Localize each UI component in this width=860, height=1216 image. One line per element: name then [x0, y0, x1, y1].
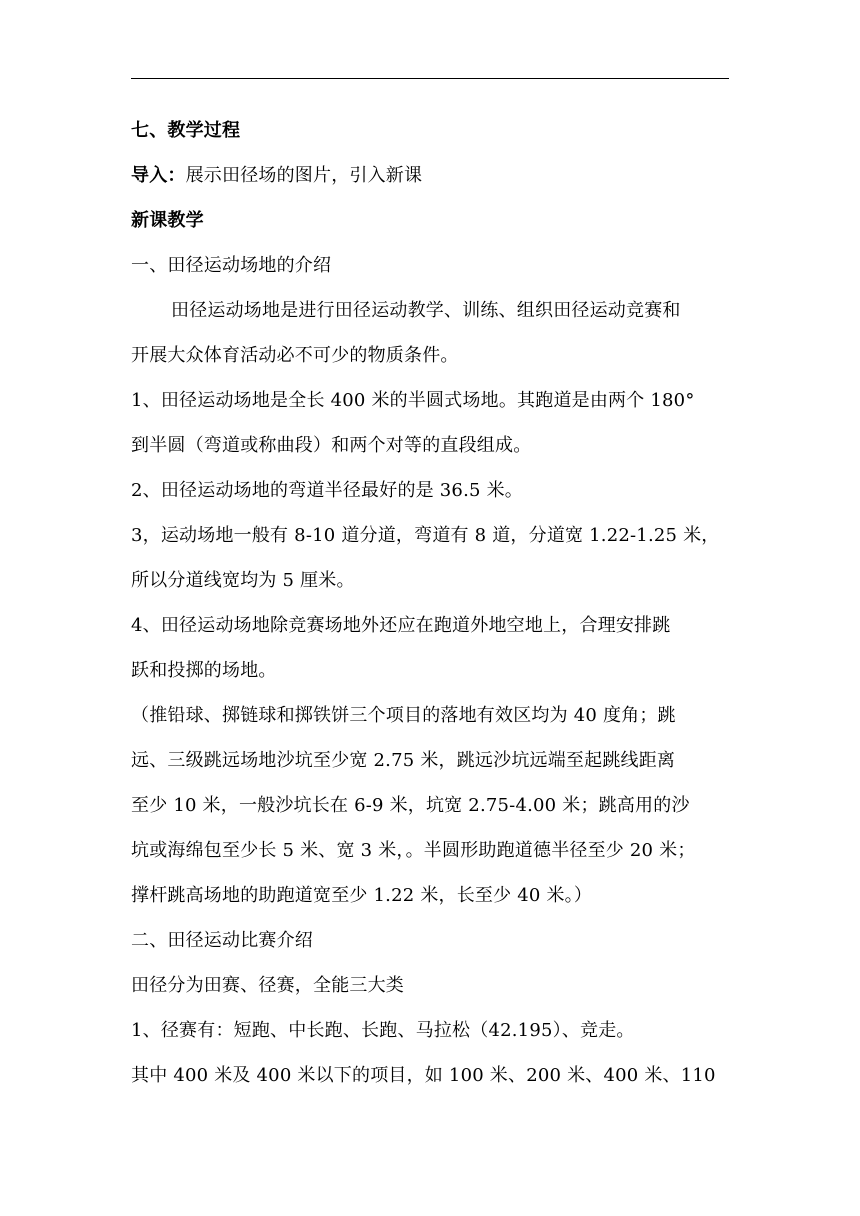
part1-heading: 一、田径运动场地的介绍 — [131, 255, 332, 276]
part2-heading: 二、田径运动比赛介绍 — [131, 930, 313, 951]
part1-note-line: 坑或海绵包至少长 5 米、宽 3 米，。半圆形助跑道德半径至少 20 米； — [131, 840, 696, 861]
part1-item2: 2、田径运动场地的弯道半径最好的是 36.5 米。 — [131, 480, 523, 501]
part1-paragraph-line: 开展大众体育活动必不可少的物质条件。 — [131, 345, 459, 366]
part1-note-line: （推铅球、掷链球和掷铁饼三个项目的落地有效区均为 40 度角；跳 — [131, 705, 676, 726]
header-rule — [131, 78, 729, 79]
document-body — [131, 108, 731, 1098]
part1-item1-line: 到半圆（弯道或称曲段）和两个对等的直段组成。 — [131, 435, 532, 456]
intro-text: 展示田径场的图片，引入新课 — [185, 165, 423, 186]
part1-note-line: 撑杆跳高场地的助跑道宽至少 1.22 米，长至少 40 米。） — [131, 885, 593, 906]
part1-item3-line: 所以分道线宽均为 5 厘米。 — [131, 570, 355, 591]
part1-item4-line: 跃和投掷的场地。 — [131, 660, 277, 681]
part1-item3-line: 3，运动场地一般有 8-10 道分道，弯道有 8 道，分道宽 1.22-1.25 米， — [131, 525, 720, 546]
part1-item4-line: 4、田径运动场地除竞赛场地外还应在跑道外地空地上，合理安排跳 — [131, 615, 671, 636]
part2-item1: 1、径赛有：短跑、中长跑、长跑、马拉松（42.195）、竞走。 — [131, 1020, 635, 1041]
part1-note-line: 至少 10 米，一般沙坑长在 6-9 米，坑宽 2.75-4.00 米；跳高用的沙 — [131, 795, 690, 816]
part1-item1-line: 1、田径运动场地是全长 400 米的半圆式场地。其跑道是由两个 180° — [131, 390, 695, 411]
part1-note-line: 远、三级跳远场地沙坑至少宽 2.75 米，跳远沙坑远端至起跳线距离 — [131, 750, 676, 771]
intro-label: 导入： — [131, 165, 186, 186]
new-lesson-heading: 新课教学 — [131, 210, 204, 231]
intro-line — [131, 153, 731, 198]
part2-item1-continuation: 其中 400 米及 400 米以下的项目，如 100 米、200 米、400 米、110 — [131, 1065, 716, 1086]
part1-paragraph-line: 田径运动场地是进行田径运动教学、训练、组织田径运动竞赛和 — [171, 300, 681, 321]
section-heading: 七、教学过程 — [131, 120, 241, 141]
part2-intro: 田径分为田赛、径赛，全能三大类 — [131, 975, 404, 996]
